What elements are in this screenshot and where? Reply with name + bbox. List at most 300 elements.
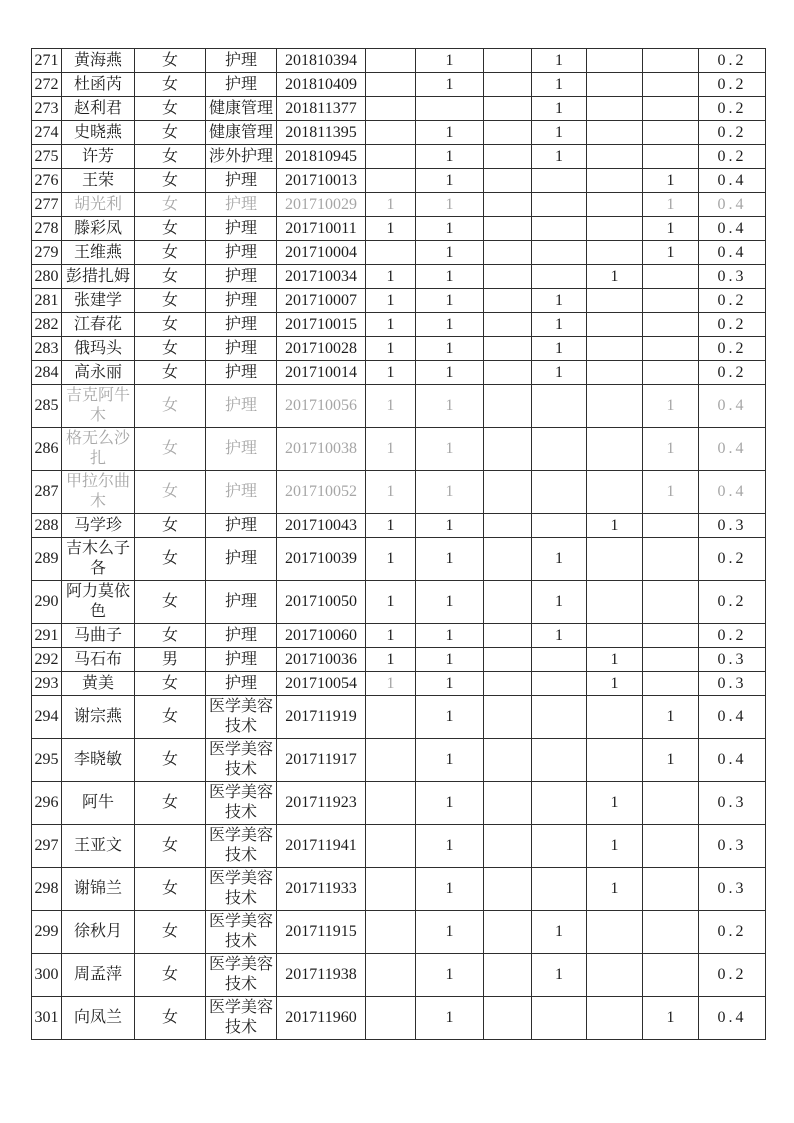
cell-gender: 男 <box>135 648 206 672</box>
cell-student-id: 201710054 <box>277 672 366 696</box>
cell-score: 0.4 <box>699 169 766 193</box>
cell-mark-b: 1 <box>416 361 484 385</box>
cell-row-number: 271 <box>32 49 62 73</box>
cell-mark-d <box>532 385 587 428</box>
cell-mark-c <box>484 696 532 739</box>
cell-major: 护理 <box>206 313 277 337</box>
cell-mark-d <box>532 782 587 825</box>
cell-major: 护理 <box>206 73 277 97</box>
cell-name: 赵利君 <box>62 97 135 121</box>
cell-major: 护理 <box>206 289 277 313</box>
cell-row-number: 282 <box>32 313 62 337</box>
cell-major: 护理 <box>206 217 277 241</box>
cell-mark-e <box>587 313 643 337</box>
cell-mark-e: 1 <box>587 825 643 868</box>
cell-mark-d: 1 <box>532 121 587 145</box>
cell-mark-a: 1 <box>366 265 416 289</box>
cell-mark-e <box>587 241 643 265</box>
cell-gender: 女 <box>135 782 206 825</box>
cell-mark-f: 1 <box>643 428 699 471</box>
cell-mark-a: 1 <box>366 428 416 471</box>
cell-mark-e <box>587 471 643 514</box>
cell-mark-f: 1 <box>643 471 699 514</box>
cell-gender: 女 <box>135 289 206 313</box>
cell-row-number: 287 <box>32 471 62 514</box>
cell-mark-b: 1 <box>416 672 484 696</box>
cell-mark-e <box>587 624 643 648</box>
cell-major: 护理 <box>206 169 277 193</box>
cell-student-id: 201710015 <box>277 313 366 337</box>
table-row <box>32 73 766 97</box>
cell-mark-d <box>532 428 587 471</box>
cell-mark-b: 1 <box>416 169 484 193</box>
cell-mark-d: 1 <box>532 337 587 361</box>
cell-mark-d: 1 <box>532 361 587 385</box>
cell-mark-f: 1 <box>643 385 699 428</box>
cell-mark-a <box>366 954 416 997</box>
cell-name: 谢宗燕 <box>62 696 135 739</box>
cell-student-id: 201710052 <box>277 471 366 514</box>
table-row <box>32 581 766 624</box>
cell-mark-f <box>643 538 699 581</box>
cell-student-id: 201811395 <box>277 121 366 145</box>
cell-mark-d <box>532 672 587 696</box>
cell-name: 江春花 <box>62 313 135 337</box>
cell-name: 李晓敏 <box>62 739 135 782</box>
cell-major: 护理 <box>206 514 277 538</box>
cell-mark-e <box>587 169 643 193</box>
cell-mark-f: 1 <box>643 169 699 193</box>
cell-mark-c <box>484 538 532 581</box>
cell-gender: 女 <box>135 121 206 145</box>
cell-row-number: 299 <box>32 911 62 954</box>
table-row <box>32 825 766 868</box>
cell-mark-f <box>643 514 699 538</box>
cell-mark-e <box>587 428 643 471</box>
table-row <box>32 121 766 145</box>
cell-row-number: 285 <box>32 385 62 428</box>
table-row <box>32 672 766 696</box>
cell-score: 0.3 <box>699 514 766 538</box>
table-row <box>32 265 766 289</box>
cell-mark-e <box>587 97 643 121</box>
cell-mark-a: 1 <box>366 514 416 538</box>
cell-name: 马石布 <box>62 648 135 672</box>
cell-mark-c <box>484 997 532 1040</box>
cell-mark-f <box>643 954 699 997</box>
cell-gender: 女 <box>135 169 206 193</box>
cell-row-number: 274 <box>32 121 62 145</box>
cell-mark-f <box>643 361 699 385</box>
cell-score: 0.4 <box>699 385 766 428</box>
cell-mark-a <box>366 145 416 169</box>
cell-name: 胡光利 <box>62 193 135 217</box>
cell-student-id: 201711960 <box>277 997 366 1040</box>
cell-mark-b: 1 <box>416 782 484 825</box>
cell-major: 护理 <box>206 428 277 471</box>
cell-mark-f: 1 <box>643 217 699 241</box>
cell-student-id: 201710029 <box>277 193 366 217</box>
cell-mark-a: 1 <box>366 337 416 361</box>
cell-mark-e <box>587 911 643 954</box>
cell-mark-e <box>587 289 643 313</box>
cell-name: 史晓燕 <box>62 121 135 145</box>
cell-mark-c <box>484 169 532 193</box>
cell-mark-c <box>484 361 532 385</box>
cell-mark-c <box>484 868 532 911</box>
table-row <box>32 648 766 672</box>
cell-mark-d <box>532 825 587 868</box>
cell-mark-a: 1 <box>366 385 416 428</box>
cell-mark-b: 1 <box>416 145 484 169</box>
cell-student-id: 201710013 <box>277 169 366 193</box>
cell-mark-b: 1 <box>416 739 484 782</box>
cell-score: 0.4 <box>699 193 766 217</box>
cell-mark-b: 1 <box>416 538 484 581</box>
cell-mark-c <box>484 73 532 97</box>
cell-mark-c <box>484 624 532 648</box>
cell-mark-b: 1 <box>416 868 484 911</box>
cell-row-number: 279 <box>32 241 62 265</box>
cell-mark-e <box>587 49 643 73</box>
table-row <box>32 911 766 954</box>
cell-gender: 女 <box>135 825 206 868</box>
cell-mark-d <box>532 241 587 265</box>
cell-gender: 女 <box>135 313 206 337</box>
table-row <box>32 538 766 581</box>
cell-mark-a: 1 <box>366 624 416 648</box>
cell-student-id: 201711941 <box>277 825 366 868</box>
cell-name: 马学珍 <box>62 514 135 538</box>
table-row <box>32 782 766 825</box>
cell-mark-e <box>587 538 643 581</box>
cell-mark-d: 1 <box>532 49 587 73</box>
cell-major: 护理 <box>206 385 277 428</box>
cell-mark-c <box>484 289 532 313</box>
cell-score: 0.4 <box>699 997 766 1040</box>
table-row <box>32 313 766 337</box>
cell-mark-b: 1 <box>416 217 484 241</box>
cell-mark-e: 1 <box>587 672 643 696</box>
cell-major: 护理 <box>206 193 277 217</box>
cell-score: 0.2 <box>699 361 766 385</box>
cell-mark-c <box>484 313 532 337</box>
table-row <box>32 428 766 471</box>
cell-row-number: 292 <box>32 648 62 672</box>
cell-name: 许芳 <box>62 145 135 169</box>
cell-major: 护理 <box>206 624 277 648</box>
cell-mark-d <box>532 514 587 538</box>
cell-row-number: 296 <box>32 782 62 825</box>
cell-mark-b: 1 <box>416 624 484 648</box>
cell-mark-a <box>366 241 416 265</box>
cell-mark-b: 1 <box>416 241 484 265</box>
cell-mark-f <box>643 313 699 337</box>
cell-gender: 女 <box>135 538 206 581</box>
cell-mark-e <box>587 361 643 385</box>
cell-name: 彭措扎姆 <box>62 265 135 289</box>
cell-mark-e <box>587 739 643 782</box>
cell-score: 0.2 <box>699 73 766 97</box>
cell-mark-a: 1 <box>366 581 416 624</box>
cell-major: 医学美容技术 <box>206 825 277 868</box>
cell-gender: 女 <box>135 193 206 217</box>
cell-major: 护理 <box>206 241 277 265</box>
table-row <box>32 193 766 217</box>
cell-mark-e <box>587 121 643 145</box>
cell-score: 0.2 <box>699 97 766 121</box>
cell-row-number: 291 <box>32 624 62 648</box>
cell-student-id: 201710050 <box>277 581 366 624</box>
cell-mark-f <box>643 911 699 954</box>
cell-mark-e: 1 <box>587 868 643 911</box>
cell-mark-b: 1 <box>416 471 484 514</box>
cell-mark-d: 1 <box>532 954 587 997</box>
cell-mark-c <box>484 385 532 428</box>
cell-mark-c <box>484 217 532 241</box>
cell-mark-b: 1 <box>416 265 484 289</box>
cell-mark-c <box>484 471 532 514</box>
cell-student-id: 201810945 <box>277 145 366 169</box>
cell-mark-e <box>587 145 643 169</box>
cell-score: 0.2 <box>699 624 766 648</box>
table-row <box>32 169 766 193</box>
cell-student-id: 201711917 <box>277 739 366 782</box>
cell-score: 0.2 <box>699 581 766 624</box>
table-row <box>32 954 766 997</box>
cell-name: 滕彩凤 <box>62 217 135 241</box>
cell-major: 护理 <box>206 49 277 73</box>
cell-major: 医学美容技术 <box>206 997 277 1040</box>
cell-mark-c <box>484 49 532 73</box>
cell-mark-a <box>366 911 416 954</box>
cell-mark-f <box>643 289 699 313</box>
cell-gender: 女 <box>135 581 206 624</box>
table-row <box>32 471 766 514</box>
cell-score: 0.2 <box>699 313 766 337</box>
cell-row-number: 290 <box>32 581 62 624</box>
cell-score: 0.2 <box>699 121 766 145</box>
cell-student-id: 201811377 <box>277 97 366 121</box>
cell-major: 健康管理 <box>206 121 277 145</box>
cell-row-number: 281 <box>32 289 62 313</box>
cell-mark-f <box>643 145 699 169</box>
cell-mark-f: 1 <box>643 193 699 217</box>
cell-mark-f <box>643 581 699 624</box>
cell-mark-c <box>484 265 532 289</box>
cell-student-id: 201710060 <box>277 624 366 648</box>
cell-mark-e <box>587 217 643 241</box>
cell-mark-b: 1 <box>416 73 484 97</box>
cell-major: 护理 <box>206 538 277 581</box>
cell-name: 谢锦兰 <box>62 868 135 911</box>
cell-name: 吉木么子各 <box>62 538 135 581</box>
cell-mark-b: 1 <box>416 289 484 313</box>
cell-row-number: 272 <box>32 73 62 97</box>
cell-mark-a <box>366 997 416 1040</box>
cell-name: 王亚文 <box>62 825 135 868</box>
cell-mark-e: 1 <box>587 648 643 672</box>
cell-mark-e <box>587 581 643 624</box>
cell-mark-c <box>484 193 532 217</box>
cell-row-number: 278 <box>32 217 62 241</box>
cell-mark-b: 1 <box>416 193 484 217</box>
cell-gender: 女 <box>135 428 206 471</box>
cell-gender: 女 <box>135 97 206 121</box>
cell-mark-f <box>643 73 699 97</box>
table-row <box>32 145 766 169</box>
cell-mark-a <box>366 169 416 193</box>
cell-mark-d <box>532 193 587 217</box>
cell-name: 格无么沙扎 <box>62 428 135 471</box>
cell-mark-a: 1 <box>366 361 416 385</box>
cell-student-id: 201710039 <box>277 538 366 581</box>
cell-major: 医学美容技术 <box>206 868 277 911</box>
cell-mark-b: 1 <box>416 696 484 739</box>
cell-mark-f: 1 <box>643 739 699 782</box>
table-row <box>32 739 766 782</box>
cell-student-id: 201710014 <box>277 361 366 385</box>
cell-student-id: 201710034 <box>277 265 366 289</box>
table-row <box>32 696 766 739</box>
cell-mark-d: 1 <box>532 73 587 97</box>
cell-row-number: 298 <box>32 868 62 911</box>
cell-mark-e <box>587 696 643 739</box>
cell-mark-d <box>532 739 587 782</box>
cell-mark-f <box>643 672 699 696</box>
cell-major: 护理 <box>206 337 277 361</box>
cell-student-id: 201711915 <box>277 911 366 954</box>
cell-mark-c <box>484 954 532 997</box>
cell-name: 向凤兰 <box>62 997 135 1040</box>
cell-major: 健康管理 <box>206 97 277 121</box>
cell-mark-c <box>484 648 532 672</box>
cell-mark-c <box>484 514 532 538</box>
cell-row-number: 293 <box>32 672 62 696</box>
cell-gender: 女 <box>135 997 206 1040</box>
cell-mark-a <box>366 49 416 73</box>
cell-mark-b: 1 <box>416 825 484 868</box>
cell-mark-c <box>484 739 532 782</box>
cell-gender: 女 <box>135 739 206 782</box>
cell-mark-a <box>366 739 416 782</box>
table-row <box>32 217 766 241</box>
cell-score: 0.2 <box>699 145 766 169</box>
cell-major: 医学美容技术 <box>206 911 277 954</box>
cell-mark-e <box>587 193 643 217</box>
cell-mark-a <box>366 782 416 825</box>
cell-mark-f <box>643 648 699 672</box>
cell-score: 0.3 <box>699 868 766 911</box>
cell-mark-d <box>532 169 587 193</box>
cell-mark-a: 1 <box>366 217 416 241</box>
cell-mark-b: 1 <box>416 121 484 145</box>
table-row <box>32 49 766 73</box>
cell-mark-f <box>643 782 699 825</box>
cell-mark-a: 1 <box>366 672 416 696</box>
cell-mark-a <box>366 97 416 121</box>
table-row <box>32 289 766 313</box>
cell-score: 0.4 <box>699 471 766 514</box>
cell-score: 0.2 <box>699 49 766 73</box>
cell-mark-b: 1 <box>416 954 484 997</box>
cell-mark-e: 1 <box>587 514 643 538</box>
cell-mark-b: 1 <box>416 428 484 471</box>
cell-gender: 女 <box>135 361 206 385</box>
table-row <box>32 514 766 538</box>
cell-row-number: 283 <box>32 337 62 361</box>
cell-mark-f <box>643 49 699 73</box>
cell-mark-a: 1 <box>366 193 416 217</box>
cell-score: 0.2 <box>699 337 766 361</box>
cell-mark-e <box>587 73 643 97</box>
cell-mark-f <box>643 868 699 911</box>
cell-score: 0.4 <box>699 696 766 739</box>
cell-mark-b: 1 <box>416 997 484 1040</box>
cell-row-number: 289 <box>32 538 62 581</box>
cell-name: 阿牛 <box>62 782 135 825</box>
cell-student-id: 201710028 <box>277 337 366 361</box>
cell-mark-b: 1 <box>416 911 484 954</box>
cell-student-id: 201710011 <box>277 217 366 241</box>
cell-name: 甲拉尔曲木 <box>62 471 135 514</box>
cell-mark-e: 1 <box>587 782 643 825</box>
cell-mark-c <box>484 825 532 868</box>
cell-mark-b: 1 <box>416 385 484 428</box>
cell-mark-d: 1 <box>532 313 587 337</box>
cell-row-number: 275 <box>32 145 62 169</box>
cell-major: 护理 <box>206 361 277 385</box>
cell-mark-c <box>484 672 532 696</box>
cell-gender: 女 <box>135 73 206 97</box>
cell-mark-d <box>532 696 587 739</box>
cell-score: 0.3 <box>699 672 766 696</box>
cell-mark-d: 1 <box>532 624 587 648</box>
cell-score: 0.4 <box>699 217 766 241</box>
cell-score: 0.4 <box>699 241 766 265</box>
cell-score: 0.3 <box>699 782 766 825</box>
cell-mark-c <box>484 97 532 121</box>
cell-name: 马曲子 <box>62 624 135 648</box>
cell-mark-b: 1 <box>416 49 484 73</box>
cell-student-id: 201710038 <box>277 428 366 471</box>
table-row <box>32 997 766 1040</box>
cell-gender: 女 <box>135 337 206 361</box>
cell-major: 护理 <box>206 265 277 289</box>
cell-mark-c <box>484 241 532 265</box>
cell-mark-a <box>366 73 416 97</box>
cell-gender: 女 <box>135 911 206 954</box>
cell-mark-a <box>366 121 416 145</box>
cell-student-id: 201810409 <box>277 73 366 97</box>
cell-name: 王维燕 <box>62 241 135 265</box>
cell-major: 医学美容技术 <box>206 739 277 782</box>
cell-mark-d: 1 <box>532 97 587 121</box>
cell-row-number: 295 <box>32 739 62 782</box>
cell-gender: 女 <box>135 241 206 265</box>
cell-mark-a <box>366 825 416 868</box>
cell-mark-b: 1 <box>416 514 484 538</box>
cell-mark-b: 1 <box>416 337 484 361</box>
cell-gender: 女 <box>135 624 206 648</box>
cell-mark-e <box>587 337 643 361</box>
cell-mark-c <box>484 782 532 825</box>
cell-gender: 女 <box>135 265 206 289</box>
cell-row-number: 297 <box>32 825 62 868</box>
cell-student-id: 201710007 <box>277 289 366 313</box>
cell-mark-d: 1 <box>532 581 587 624</box>
cell-mark-c <box>484 145 532 169</box>
